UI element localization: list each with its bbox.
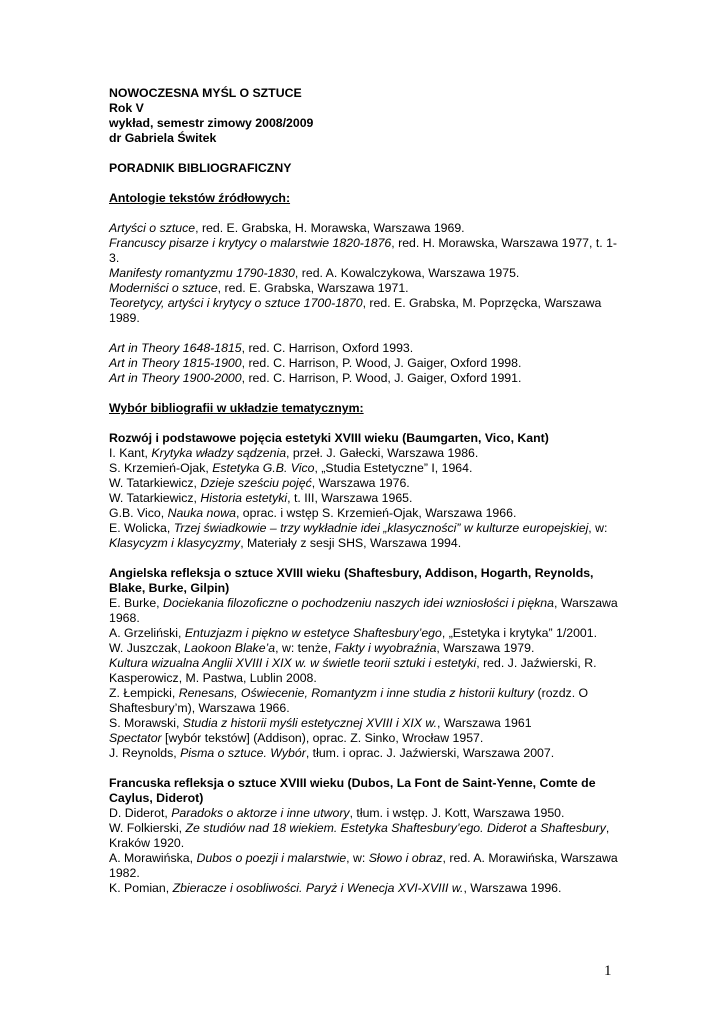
section-title: Rozwój i podstawowe pojęcia estetyki XVIII wieku (Baumgarten, Vico, Kant)	[109, 431, 549, 445]
thematic-section	[109, 776, 619, 896]
bibliography-entry	[109, 491, 619, 506]
bibliography-entry	[109, 731, 619, 746]
entry-text: , red. E. Grabska, Warszawa 1971.	[217, 281, 409, 295]
entry-title-text: Entuzjazm i piękno w estetyce Shaftesbury’ego	[184, 626, 442, 640]
thematic-section	[109, 566, 619, 761]
entry-title-text: Renesans, Oświecenie, Romantyzm i inne studia z historii kultury	[178, 686, 535, 700]
thematic-heading: Wybór bibliografii w układzie tematycznym:	[109, 401, 364, 415]
entry-title-text: Klasycyzm i klasycyzmy	[109, 536, 241, 550]
entry-title-text: Teoretycy, artyści i krytycy o sztuce 1700-1870	[109, 296, 363, 310]
entry-text: , Kraków 1920.	[109, 821, 610, 850]
entry-title-text: Fakty i wyobraźnia	[334, 641, 437, 655]
entry-text: , „Studia Estetyczne” I, 1964.	[314, 461, 473, 475]
anthologies-heading: Antologie tekstów źródłowych:	[109, 191, 291, 205]
entry-text: , red. A. Morawińska, Warszawa 1982.	[109, 851, 618, 880]
entry-text: , red. C. Harrison, P. Wood, J. Gaiger, Oxford 1998.	[241, 356, 522, 370]
entry-title-text: Studia z historii myśli estetycznej XVIII i XIX w.	[182, 716, 438, 730]
entry-title-text: Francuscy pisarze i krytycy o malarstwie 1820-1876	[109, 236, 392, 250]
entry-text: A. Grzeliński,	[109, 626, 185, 640]
bibliography-entry	[109, 806, 619, 821]
bibliography-entry	[109, 371, 619, 386]
entry-text: , Warszawa 1976.	[311, 476, 410, 490]
entry-title-text: Laokoon Blake’a	[184, 641, 276, 655]
thematic-section	[109, 431, 619, 551]
entry-text: E. Wolicka,	[109, 521, 174, 535]
entry-text: K. Pomian,	[109, 881, 173, 895]
course-header	[109, 86, 619, 146]
entry-text: D. Diderot,	[109, 806, 172, 820]
page-number: 1	[604, 963, 612, 979]
entry-title-text: Paradoks o aktorze i inne utwory	[171, 806, 350, 820]
entry-text: , t. III, Warszawa 1965.	[287, 491, 413, 505]
entry-text: , w: tenże,	[275, 641, 335, 655]
bibliography-entry	[109, 446, 619, 461]
entry-text: , red. A. Kowalczykowa, Warszawa 1975.	[294, 266, 520, 280]
entry-title-text: Moderniści o sztuce	[109, 281, 218, 295]
entry-title-text: Trzej świadkowie – trzy wykładnie idei „klasyczności” w kulturze europejskiej	[173, 521, 589, 535]
entry-title-text: Pisma o sztuce. Wybór	[180, 746, 306, 760]
entry-text: (rozdz. O Shaftesbury’m), Warszawa 1966.	[109, 686, 589, 715]
entry-text: , red. H. Morawska, Warszawa 1977, t. 1-3.	[109, 236, 618, 265]
bibliography-entry	[109, 461, 619, 476]
entry-text: W. Juszczak,	[109, 641, 185, 655]
entry-title-text: Art in Theory 1648-1815	[109, 341, 242, 355]
bibliography-entry	[109, 266, 619, 281]
entry-title-text: Ze studiów nad 18 wiekiem. Estetyka Shaftesbury’ego. Diderot a Shaftesbury	[185, 821, 606, 835]
bibliography-entry	[109, 716, 619, 731]
entry-title-text: Estetyka G.B. Vico	[212, 461, 315, 475]
entry-text: , przeł. J. Gałecki, Warszawa 1986.	[286, 446, 479, 460]
course-lecturer: dr Gabriela Świtek	[109, 131, 217, 145]
entry-title-text: Słowo i obraz	[368, 851, 443, 865]
entry-text: S. Morawski,	[109, 716, 183, 730]
entry-title-text: Spectator	[109, 731, 162, 745]
entry-text: , Warszawa 1961	[437, 716, 532, 730]
entry-text: , Warszawa 1968.	[109, 596, 618, 625]
entry-title-text: Krytyka władzy sądzenia	[151, 446, 287, 460]
entry-text: , Warszawa 1979.	[436, 641, 535, 655]
anthologies-list-english	[109, 341, 619, 386]
entry-title-text: Zbieracze i osobliwości. Paryż i Wenecja XVI-XVIII w.	[172, 881, 464, 895]
bibliography-entry	[109, 821, 619, 851]
entry-text: , red. C. Harrison, P. Wood, J. Gaiger, Oxford 1991.	[241, 371, 522, 385]
entry-text: W. Tatarkiewicz,	[109, 491, 201, 505]
bibliography-entry	[109, 851, 619, 881]
entry-title-text: Historia estetyki	[200, 491, 288, 505]
entry-title-text: Nauka nowa	[167, 506, 236, 520]
entry-text: G.B. Vico,	[109, 506, 168, 520]
entry-title-text: Dociekania filozoficzne o pochodzeniu naszych idei wzniosłości i piękna	[163, 596, 554, 610]
bibliography-entry	[109, 626, 619, 641]
entry-text: , Warszawa 1996.	[463, 881, 562, 895]
entry-text: W. Folkierski,	[109, 821, 186, 835]
course-semester: wykład, semestr zimowy 2008/2009	[109, 116, 314, 130]
course-title: NOWOCZESNA MYŚL O SZTUCE	[109, 86, 302, 100]
entry-text: E. Burke,	[109, 596, 163, 610]
bibliography-entry	[109, 356, 619, 371]
bibliography-entry	[109, 656, 619, 686]
entry-text: , w:	[588, 521, 608, 535]
entry-text: [wybór tekstów] (Addison), oprac. Z. Sinko, Wrocław 1957.	[161, 731, 484, 745]
bibliography-entry	[109, 296, 619, 326]
bibliography-entry	[109, 686, 619, 716]
bibliography-entry	[109, 641, 619, 656]
entry-title-text: Art in Theory 1815-1900	[109, 356, 242, 370]
bibliography-entry	[109, 221, 619, 236]
bibliography-entry	[109, 236, 619, 266]
section-title: Francuska refleksja o sztuce XVIII wieku (Dubos, La Font de Saint-Yenne, Comte de Caylus, Diderot)	[109, 776, 596, 805]
entry-text: , oprac. i wstęp S. Krzemień-Ojak, Warszawa 1966.	[235, 506, 517, 520]
entry-text: , red. E. Grabska, M. Poprzęcka, Warszawa 1989.	[109, 296, 602, 325]
entry-text: , red. J. Jaźwierski, R. Kasperowicz, M. Pastwa, Lublin 2008.	[109, 656, 597, 685]
entry-title-text: Art in Theory 1900-2000	[109, 371, 242, 385]
guide-title: PORADNIK BIBLIOGRAFICZNY	[109, 161, 292, 175]
bibliography-entry	[109, 596, 619, 626]
entry-text: S. Krzemień-Ojak,	[109, 461, 213, 475]
entry-title-text: Artyści o sztuce	[109, 221, 196, 235]
entry-text: , tłum. i oprac. J. Jaźwierski, Warszawa 2007.	[305, 746, 555, 760]
anthologies-list-polish	[109, 221, 619, 326]
entry-title-text: Dzieje sześciu pojęć	[200, 476, 312, 490]
entry-text: , tłum. i wstęp. J. Kott, Warszawa 1950.	[349, 806, 565, 820]
document-body	[109, 86, 619, 896]
bibliography-entry	[109, 341, 619, 356]
section-title: Angielska refleksja o sztuce XVIII wieku (Shaftesbury, Addison, Hogarth, Reynolds, Blake, Burke, Gilpin)	[109, 566, 594, 595]
bibliography-entry	[109, 476, 619, 491]
entry-text: J. Reynolds,	[109, 746, 181, 760]
entry-text: , „Estetyka i krytyka” 1/2001.	[441, 626, 598, 640]
entry-text: I. Kant,	[109, 446, 152, 460]
entry-text: , Materiały z sesji SHS, Warszawa 1994.	[240, 536, 462, 550]
course-year: Rok V	[109, 101, 144, 115]
entry-title-text: Manifesty romantyzmu 1790-1830	[109, 266, 295, 280]
entry-title-text: Kultura wizualna Anglii XVIII i XIX w. w świetle teorii sztuki i estetyki	[109, 656, 477, 670]
thematic-sections	[109, 431, 619, 896]
bibliography-entry	[109, 881, 619, 896]
entry-text: , red. C. Harrison, Oxford 1993.	[241, 341, 414, 355]
bibliography-entry	[109, 521, 619, 551]
entry-text: W. Tatarkiewicz,	[109, 476, 201, 490]
entry-title-text: Dubos o poezji i malarstwie	[196, 851, 347, 865]
bibliography-entry	[109, 506, 619, 521]
bibliography-entry	[109, 746, 619, 761]
bibliography-entry	[109, 281, 619, 296]
entry-text: , red. E. Grabska, H. Morawska, Warszawa 1969.	[195, 221, 465, 235]
entry-text: A. Morawińska,	[109, 851, 197, 865]
entry-text: , w:	[346, 851, 369, 865]
entry-text: Z. Łempicki,	[109, 686, 179, 700]
